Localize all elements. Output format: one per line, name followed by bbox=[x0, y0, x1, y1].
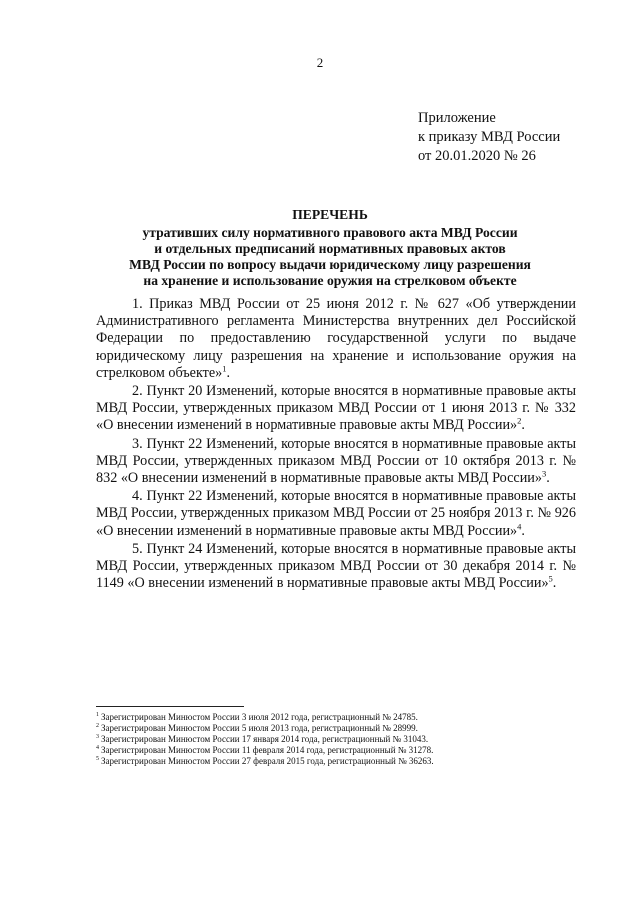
list-item-end: . bbox=[546, 470, 550, 487]
list-item bbox=[96, 436, 576, 488]
footnote bbox=[96, 745, 576, 756]
list-item-text: 5. Пункт 24 Изменений, которые вносятся в нормативные правовые акты МВД России, утвержденных приказом МВД России от 30 декабря 2014 г. № 1149 «О внесении изменений в нормативные правовые акты МВД России» bbox=[96, 540, 576, 592]
list-item bbox=[96, 488, 576, 540]
list-item-text: 3. Пункт 22 Изменений, которые вносятся в нормативные правовые акты МВД России, утвержденных приказом МВД России от 10 октября 2013 г. № 832 «О внесении изменений в нормативные правовые акты МВД России» bbox=[96, 435, 576, 487]
title-line: и отдельных предписаний нормативных правовых актов bbox=[154, 241, 506, 256]
footnote-text: Зарегистрирован Минюстом России 5 июля 2013 года, регистрационный № 28999. bbox=[101, 723, 418, 733]
footnote-text: Зарегистрирован Минюстом России 3 июля 2012 года, регистрационный № 24785. bbox=[101, 712, 418, 722]
footnote-ref: 1 bbox=[222, 363, 227, 374]
footnote-ref: 5 bbox=[548, 573, 553, 584]
list-item-text: 2. Пункт 20 Изменений, которые вносятся в нормативные правовые акты МВД России, утвержденных приказом МВД России от 1 июня 2013 г. № 332 «О внесении изменений в нормативные правовые акты МВД России» bbox=[96, 383, 576, 434]
footnote-number: 3 bbox=[96, 734, 99, 740]
footnote-number: 4 bbox=[96, 745, 99, 751]
footnotes bbox=[96, 712, 576, 767]
title-line: утративших силу нормативного правового акта МВД России bbox=[142, 225, 518, 240]
appendix-order-ref: к приказу МВД России bbox=[418, 129, 561, 145]
footnote-text: Зарегистрирован Минюстом России 17 января 2014 года, регистрационный № 31043. bbox=[101, 734, 429, 744]
appendix-order-date: от 20.01.2020 № 26 bbox=[418, 148, 536, 164]
footnote bbox=[96, 734, 576, 745]
list-item-text: 1. Приказ МВД России от 25 июня 2012 г. № 627 «Об утверждении Административного регламента Министерства внутренних дел Российской Федерации по предоставлению государственной услуги по выдаче юридическому лицу разрешения на хранение и использование оружия на стрелковом объекте» bbox=[96, 296, 576, 381]
title-heading: ПЕРЕЧЕНЬ bbox=[292, 207, 368, 222]
list-item-end: . bbox=[521, 417, 525, 434]
list-item-end: . bbox=[521, 522, 525, 539]
footnote bbox=[96, 756, 576, 767]
list-item-text: 4. Пункт 22 Изменений, которые вносятся в нормативные правовые акты МВД России, утвержденных приказом МВД России от 25 ноября 2013 г. № 926 «О внесении изменений в нормативные правовые акты МВД России» bbox=[96, 488, 576, 539]
footnote-text: Зарегистрирован Минюстом России 27 февраля 2015 года, регистрационный № 36263. bbox=[101, 756, 434, 766]
title-line: МВД России по вопросу выдачи юридическому лицу разрешения bbox=[129, 257, 531, 272]
footnote-number: 1 bbox=[96, 712, 99, 718]
page-number: 2 bbox=[316, 55, 324, 70]
list-item bbox=[96, 541, 576, 593]
footnote bbox=[96, 712, 576, 723]
list-item bbox=[96, 296, 576, 382]
footnote-text: Зарегистрирован Минюстом России 11 февраля 2014 года, регистрационный № 31278. bbox=[101, 745, 434, 755]
footnote-ref: 3 bbox=[541, 468, 547, 479]
list-item-end: . bbox=[552, 575, 557, 592]
footnote-divider bbox=[96, 706, 244, 707]
footnote-number: 5 bbox=[96, 756, 99, 762]
appendix-header bbox=[418, 109, 560, 166]
footnote-ref: 2 bbox=[517, 415, 522, 426]
appendix-label: Приложение bbox=[418, 110, 496, 126]
footnote bbox=[96, 723, 576, 734]
footnote-ref: 4 bbox=[517, 520, 522, 531]
title-line: на хранение и использование оружия на стрелковом объекте bbox=[143, 273, 517, 288]
document-title bbox=[80, 207, 580, 289]
list-item bbox=[96, 383, 576, 435]
footnote-number: 2 bbox=[96, 723, 99, 729]
list-item-end: . bbox=[226, 364, 231, 381]
document-body bbox=[96, 296, 576, 593]
